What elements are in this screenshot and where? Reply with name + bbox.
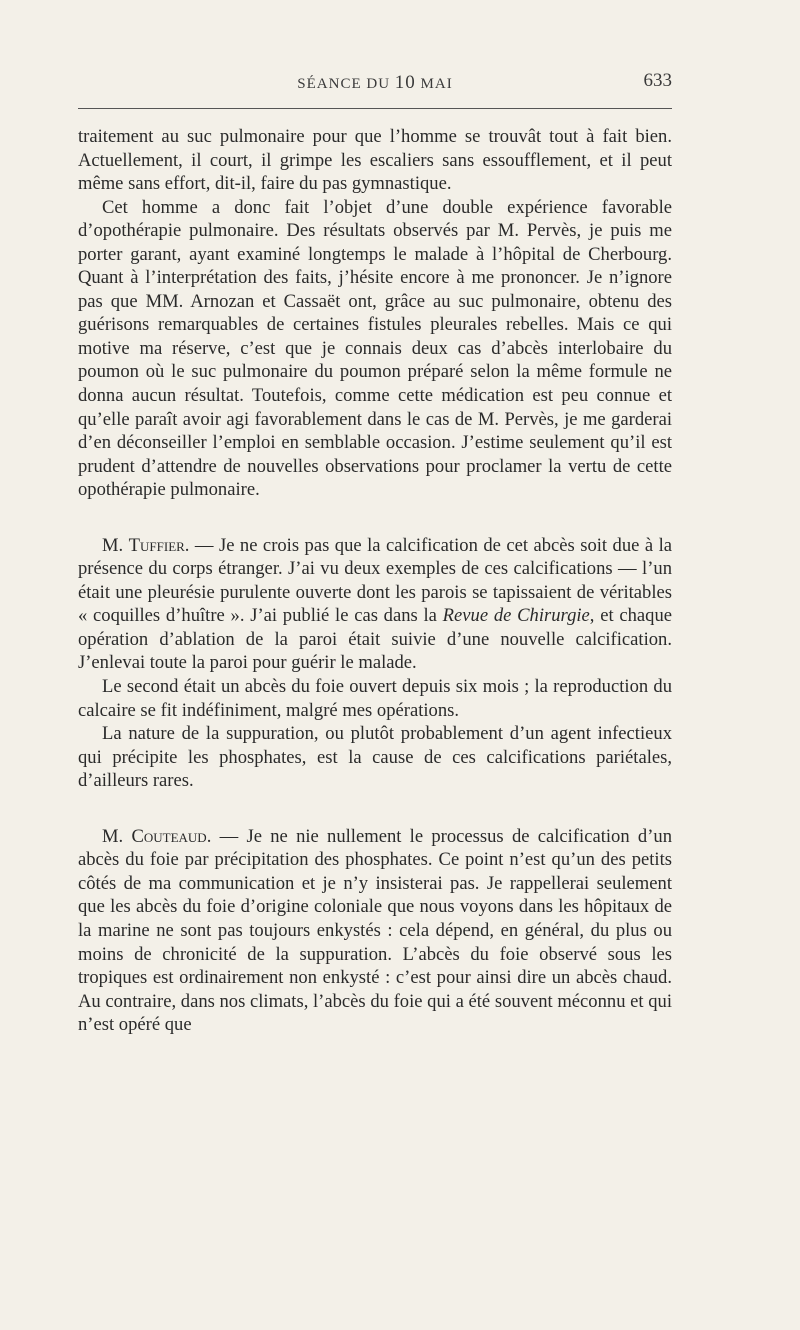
paragraph-second-case: Le second était un abcès du foie ouvert depuis six mois ; la reproduction du calcaire se fit indéfiniment, malgré mes opérations. <box>78 676 672 721</box>
paragraph-opotherapy: Cet homme a donc fait l’objet d’une double expérience favorable d’opothérapie pulmonaire. Des résultats observés par M. Pervès, je puis me porter garant, ayant examiné longtemps le malade à l’hôpital de Cherbourg. Quant à l’interprétation des faits, j’hésite encore à me prononcer. Je n’ignore pas que MM. Arnozan et Cassaët ont, grâce au suc pulmonaire, obtenu des guérisons remarquables de certaines fistules pleurales rebelles. Mais ce qui motive ma réserve, c’est que je connais deux cas d’abcès interlobaire du poumon où le suc pulmonaire du poumon préparé selon la même formule ne donna aucun résultat. Toutefois, comme cette médication est peu connue et qu’elle paraît avoir agi favorablement dans le cas de M. Pervès, je me garderai d’en déconseiller l’emploi en semblable occasion. J’estime seulement qu’il est prudent d’attendre de nouvelles observations pour proclamer la vertu de cette opothérapie pulmonaire. <box>78 196 672 501</box>
page-number: 633 <box>643 70 672 91</box>
paragraph-tuffier: M. Tuffier. — Je ne crois pas que la calcification de cet abcès soit due à la présence du corps étranger. J’ai vu deux exemples de ces calcifications — l’un était une pleurésie purulente ouverte dont les parois se tapissaient de véritables « coquilles d’huître ». J’ai publié le cas dans la Revue de Chirurgie, et chaque opération d’ablation de la paroi était suivie d’une nouvelle calcification. J’enlevai toute la paroi pour guérir le malade. <box>78 534 673 674</box>
running-title: SÉANCE DU 10 MAI <box>297 72 453 93</box>
journal-title: Revue de Chirurgie <box>442 605 590 627</box>
paragraph-couteaud: M. Couteaud. — Je ne nie nullement le processus de calcification d’un abcès du foie par précipitation des phosphates. Ce point n’est qu’un des petits côtés de ma communication et je n’y insisterai pas. Je rappellerai seulement que les abcès du foie d’origine coloniale que nous voyons dans les hôpitaux de la marine ne sont pas toujours enkystés : cela dépend, en général, du plus ou moins de chronicité de la suppuration. L’abcès du foie observé sous les tropiques est ordinairement non enkysté : c’est pour ainsi dire un abcès chaud. Au contraire, dans nos climats, l’abcès du foie qui a été souvent méconnu et qui n’est opéré que <box>78 825 672 1036</box>
body-text <box>78 125 672 1037</box>
header-rule <box>78 108 672 109</box>
speaker-name: Couteaud. <box>131 825 212 847</box>
page-header <box>78 70 672 98</box>
paragraph-nature: La nature de la suppuration, ou plutôt probablement d’un agent infectieux qui précipite les phosphates, est la cause de ces calcifications pariétales, d’ailleurs rares. <box>78 723 672 792</box>
paragraph-continued: traitement au suc pulmonaire pour que l’homme se trouvât tout à fait bien. Actuellement, il court, il grimpe les escaliers sans essoufflement, et il peut même sans effort, dit-il, faire du pas gymnastique. <box>78 126 672 195</box>
speaker-name: Tuffier. <box>128 534 190 556</box>
